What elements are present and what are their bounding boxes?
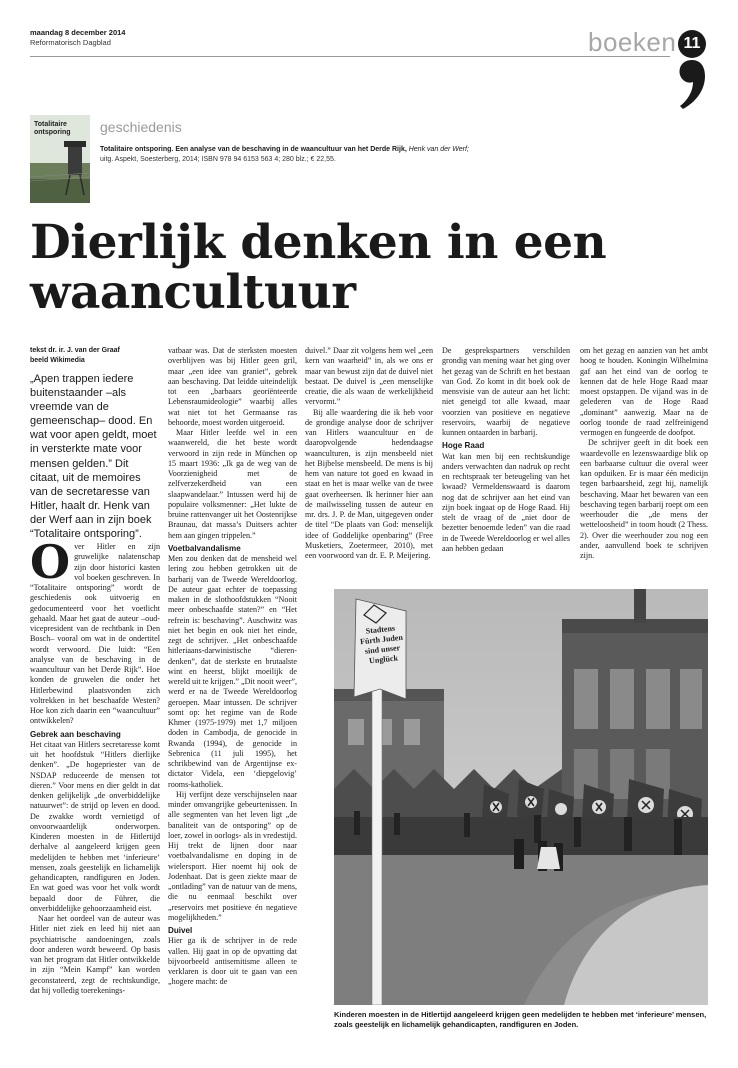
paragraph: Het citaat van Hitlers secretaresse komt uit het hoofdstuk “Hitlers dierlijke denken”. „De hogepriester van de NSDAP reduceerde de mensen tot dieren.” Voor mens en dier geldt in dat denken gelijkelijk „de onverbiddelijke natuurwet”: de strijd op leven en dood. De zwakke wordt vernietigd of onvoorwaardelijk onderworpen. Kinderen moesten in de Hitlertijd derhalve al aangeleerd krijgen geen medelijden te hebben met ‘inferieure’ mensen, zoals geestelijk en lichamelijk gehandicapten, randfiguren en Joden. En wat goed was voor het volk wordt bepaald door de Führer, die onverbiddelijke gehoorzaamheid eist. bbox=[30, 739, 160, 913]
paragraph: Maar Hitler leefde wel in een waanwereld, die het beste wordt verwoord in zijn rede in München op 15 maart 1936: „Ik ga de weg van de Voorzienigheid met de zelfverzekerdheid van een slaapwandelaar.” Intussen werd hij de populaire volksmenner: „Het lukte de bruine rattenvanger uit het Oostenrijkse Braunau, dat massa’s Duitsers achter hem aan gingen trippelen.” bbox=[168, 428, 297, 540]
subheading-duivel: Duivel bbox=[168, 926, 193, 935]
book-cover-image bbox=[30, 115, 90, 203]
issue-date: maandag 8 december 2014 bbox=[30, 28, 126, 37]
paragraph: De gesprekspartners verschilden grondig van mening waar het ging over het gezag van de Schrift en het bestaan van God. Zo komt in dit boek ook de mensvisie van de auteur aan het licht: niet geneigd tot alle kwaad, maar voorzien van positieve en negatieve reservoirs, waarbij de negatieve kunnen ontaarden in barbarij. bbox=[442, 346, 570, 437]
image-credit: beeld Wikimedia bbox=[30, 356, 85, 364]
article-photo bbox=[334, 589, 708, 1005]
paragraph: om het gezag en aanzien van het ambt hoog te houden. Koningin Wilhelmina gaf aan het eind van de oorlog te kennen dat de hele Hoge Raad maar moest opstappen. De vijand was in de gelederen van de Hoge Raad „dominant” aanwezig. Maar na de oorlog toonde de raad zelfreinigend vermogen en fungeerde de doofpot. bbox=[580, 346, 708, 437]
drop-cap: O bbox=[30, 535, 71, 589]
article-column-3 bbox=[305, 346, 433, 561]
paragraph: De schrijver geeft in dit boek een waardevolle en lezenswaardige blik op een barbaarse cultuur die overal weer kan opduiken. Er is maar één medicijn tegen barbaarsheid, zegt hij, namelijk beschaving. Maar het bewaren van een beschaving tegen barbarij roept om een weerhouder die „de mens der wetteloosheid” in toom houdt (2 Thess. 2). Over die weerhouder zou nog een ander, aanvullend boek te schrijven zijn. bbox=[580, 438, 708, 560]
paragraph: Naar het oordeel van de auteur was Hitler niet ziek en leed hij niet aan psychiatrische aandoeningen, zoals door anderen wordt beweerd. Op basis van het program dat Hitler ontwikkelde in zijn “Mein Kampf” kan worden geconstateerd, zegt de rechtskundige, dat hij volledig toerekenings- bbox=[30, 914, 160, 995]
paragraph: vatbaar was. Dat de sterksten moesten overblijven was bij Hitler geen gril, maar „een idee van granietˮ, gebrek aan beschaving. Dat leidde uiteindelijk tot een „barbaars georiënteerde Lebensraumideologie” waarbij alles wat niet tot het Germaanse ras behoorde, moest worden uitgeroeid. bbox=[168, 346, 297, 427]
subheading-gebrek: Gebrek aan beschaving bbox=[30, 729, 121, 739]
subheading-voetbal: Voetbalvandalisme bbox=[168, 543, 241, 553]
comma-icon bbox=[674, 58, 710, 110]
section-title: boeken bbox=[588, 27, 677, 57]
article-credit bbox=[30, 346, 160, 365]
newspaper-name: Reformatorisch Dagblad bbox=[30, 38, 111, 47]
sign-text: Stadtens Fürth Juden sind unser Unglück bbox=[359, 623, 404, 666]
first-paragraph-text: ver Hitler en zijn gruwelijke nalatenschap zijn door historici kasten vol boeken geschreven. In “Totalitaire ontsporing” wordt de geschiedenis ook uitvoerig en gedocumenteerd voor het voetlicht gehaald. Maar het gaat de auteur –oud-vicepresident van de rechtbank in Den Bosch– vooral om wat in de ondertitel wordt verwoord. Die luidt: “Een analyse van de beschaving in de waancultuur van het Derde Rijk”. Hoe konden de gruwelen die onder het Hitlerbewind plaatsvonden zich voltrekken in het beschaafde Westen? Hoe kon zich daarin een “waancultuur” ontwikkelen? bbox=[30, 542, 160, 726]
author-credit: tekst dr. ir. J. van der Graaf bbox=[30, 347, 120, 354]
paragraph: Wat kan men bij een rechtskundige anders verwachten dan nadruk op recht en rechtspraak ter beteugeling van het kwaad? Vermeldenswaard is daarom nog dat de schrijver aan het eind van zijn boek ingaat op de Hoge Raad. Hij stelt de vraag of de „niet door de bezetter benoemde leden” van die raad in de Tweede Wereldoorlog er wel alles aan hebben gedaan bbox=[442, 451, 570, 553]
paragraph: Men zou denken dat de mensheid wel lering zou hebben getrokken uit de barbarij van de Tweede Wereldoorlog. De auteur gaat echter de toepassing maken in de slothoofdstukken “Nooit meer onbeschaafde staten?” en “Het refrein is: beschaving”. Auschwitz was niet het begin en ook niet het einde, zegt de schrijver. „Het onbeschaafde hitleriaans-darwinistische “dieren-denken”, dat de sterkste en brutaalste wint en heerst, blijkt moeilijk de wereld uit te krijgen.” „Dit nooit weer”, werd er na de Tweede Wereldoorlog geroepen. Maar intussen. De schrijver somt op: het regime van de Rode Khmer (1975-1979) met 1,7 miljoen doden in Cambodja, de genocide in Rwanda (1994), de genocide in Sebrenica (11 juli 1995), het schrikbewind van de Argentijnse ex-dictator Videla, een ‘diepgelovig’ rooms-katholiek. bbox=[168, 554, 298, 789]
article-column-1 bbox=[30, 535, 160, 996]
article-column-2 bbox=[168, 346, 297, 988]
first-paragraph bbox=[30, 535, 160, 727]
article-column-5 bbox=[580, 346, 708, 561]
article-column-4 bbox=[442, 346, 570, 554]
subheading-hoge-raad: Hoge Raad bbox=[442, 441, 485, 451]
paragraph: Hier ga ik de schrijver in de rede vallen. Hij gaat in op de opvatting dat bijvoorbeeld antisemitisme alleen te verklaren is door uit te gaan van een „hogere macht: de bbox=[168, 936, 297, 987]
page-number: 11 bbox=[678, 30, 706, 58]
book-cover-title: Totalitaire ontsporing bbox=[34, 121, 71, 136]
article-intro: „Apen trappen iedere buitenstaander –als vreemde van de gemeenschap– dood. En wat voor apen geldt, moet in versterkte mate voor mensen gelden.” Dit citaat, uit de memoires van de secretaresse van Hitler, haalt dr. Henk van der Werf aan in zijn boek “Totalitaire ontsporing”. bbox=[30, 373, 157, 541]
book-genre: geschiedenis bbox=[100, 119, 182, 135]
book-title-line bbox=[100, 145, 480, 155]
photo-caption: Kinderen moesten in de Hitlertijd aangeleerd krijgen geen medelijden te hebben met ‘inferieure’ mensen, zoals geestelijk en lichamelijk gehandicapten, randfiguren en Joden. bbox=[334, 1010, 707, 1029]
article-headline: Dierlijk denken in een waancultuur bbox=[30, 215, 607, 320]
header-rule bbox=[30, 56, 670, 57]
book-title: Totalitaire ontsporing. Een analyse van de beschaving in de waancultuur van het Derde Rijk, bbox=[100, 146, 407, 153]
paragraph: duivel.” Daar zit volgens hem wel „een kern van waarheid” in, als we ons er maar van bewust zijn dat de duivel niet bestaat. De duivel is „een menselijke creatie, die als waan de werkelijkheid vervormt.” bbox=[305, 346, 433, 407]
book-author: Henk van der Werf; bbox=[406, 146, 469, 153]
book-publication-details: uitg. Aspekt, Soesterberg, 2014; ISBN 978 94 6153 563 4; 280 blz.; € 22,55. bbox=[100, 156, 336, 163]
paragraph: Hij verfijnt deze verschijnselen naar minder omvangrijke gebeurtenissen. In alle segmenten van het leven ligt „de banaliteit van de ontsporing” op de loer, zowel in oorlogs- als in vredestijd. Hij trekt de lijnen door naar voetbalvandalisme en doping in de wielersport. Hier noemt hij ook de Jodenhaat. Dat is geen ziekte maar de „ontlading” van de natuur van de mens, die nu eenmaal beschikt over „reservoirs met positieve én negatieve mogelijkheden.” bbox=[168, 789, 297, 922]
paragraph: Bij alle waardering die ik heb voor de grondige analyse door de schrijver van Hitlers waancultuur en de daaropvolgende hedendaagse waanculturen, is zijn mensbeeld niet het Bijbelse mensbeeld. De mens is bij hem van nature tot goed en kwaad in staat en het is maar welke van de twee gaat overheersen. Ik herinner hier aan de mailwisseling tussen de auteur en mr. drs. J. P. de Man, uitgegeven onder de titel “De plaats van God: menselijk idee of Goddelijke openbaring” (Free Musketiers, Zoetermeer, 2010), met een voorwoord van dr. E. P. Meijering. bbox=[305, 407, 433, 560]
